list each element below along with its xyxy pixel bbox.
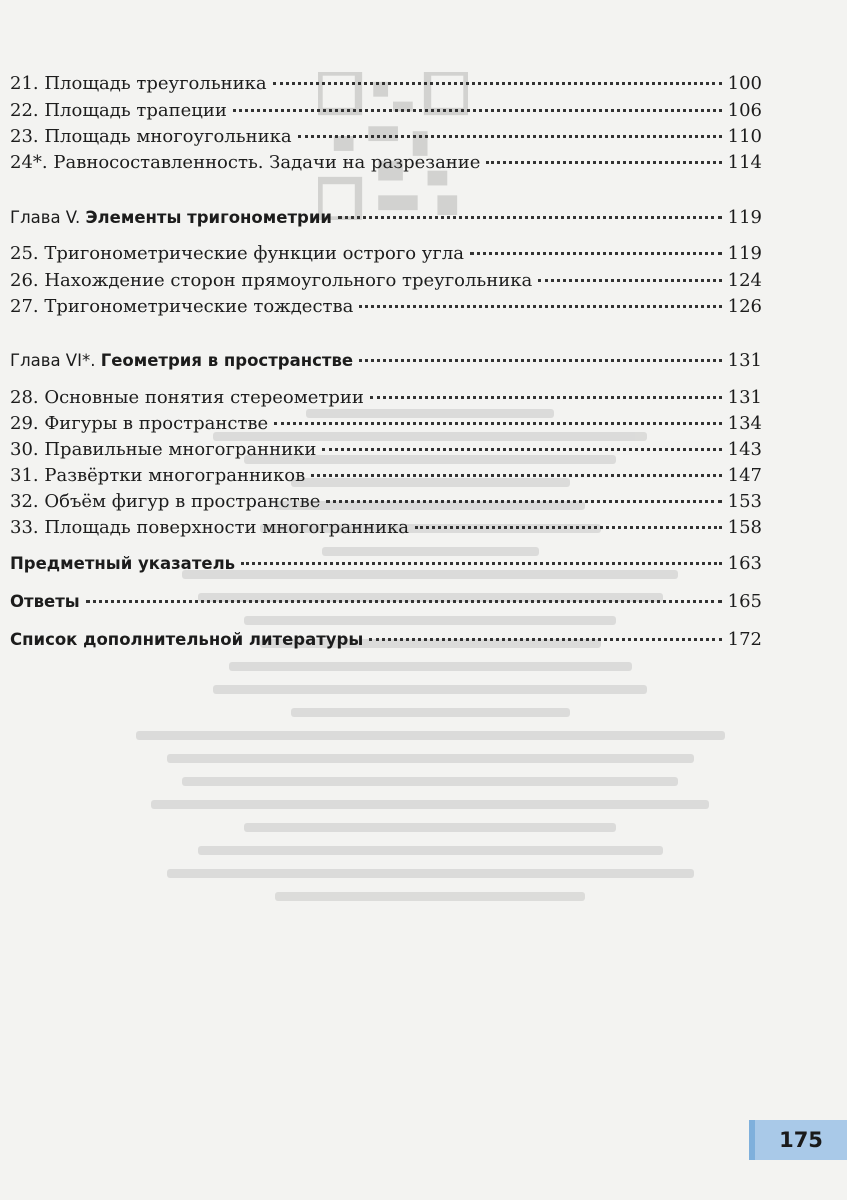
toc-entry-page: 163 xyxy=(727,553,762,574)
toc-entry-title: 22. Площадь трапеции xyxy=(10,100,227,121)
toc-entry xyxy=(10,490,762,514)
dot-leader xyxy=(311,474,721,477)
dot-leader xyxy=(298,135,722,138)
toc-entry-page: 134 xyxy=(727,413,762,434)
toc-entry-page: 119 xyxy=(727,207,762,228)
chapter-title xyxy=(10,206,332,230)
toc-entry xyxy=(10,99,762,123)
dot-leader xyxy=(370,396,722,399)
toc-entry-page: 143 xyxy=(727,439,762,460)
toc-entry-page: 100 xyxy=(727,73,762,94)
toc-chapter-heading xyxy=(10,206,762,230)
toc-entry-title: 31. Развёртки многогранников xyxy=(10,465,306,486)
chapter-name: Элементы тригонометрии xyxy=(85,208,332,227)
chapter-prefix: Глава VI*. xyxy=(10,351,101,370)
toc-entry-page: 110 xyxy=(727,126,762,147)
dot-leader xyxy=(241,562,722,565)
dot-leader xyxy=(538,279,721,282)
toc-entry-title: 33. Площадь поверхности многогранника xyxy=(10,517,410,538)
dot-leader xyxy=(359,305,721,308)
toc-entry xyxy=(10,295,762,319)
toc-entry-title: 23. Площадь многоугольника xyxy=(10,126,292,147)
section-title: Список дополнительной литературы xyxy=(10,630,364,649)
toc-entry xyxy=(10,386,762,410)
dot-leader xyxy=(233,109,722,112)
toc-entry-page: 158 xyxy=(727,517,762,538)
toc-entry-title: 27. Тригонометрические тождества xyxy=(10,296,354,317)
toc-entry xyxy=(10,516,762,540)
chapter-prefix: Глава V. xyxy=(10,208,86,227)
toc-entry-title: 24*. Равносоставленность. Задачи на разрезание xyxy=(10,152,481,173)
toc-entry xyxy=(10,412,762,436)
chapter-title xyxy=(10,349,353,373)
toc-entry-page: 114 xyxy=(727,152,762,173)
toc-entry-title: 30. Правильные многогранники xyxy=(10,439,317,460)
toc-entry-page: 165 xyxy=(727,591,762,612)
toc-entry-page: 119 xyxy=(727,243,762,264)
toc-entry-page: 131 xyxy=(727,350,762,371)
toc-entry xyxy=(10,125,762,149)
dot-leader xyxy=(486,161,721,164)
toc-entry xyxy=(10,269,762,293)
toc-entry-page: 153 xyxy=(727,491,762,512)
dot-leader xyxy=(338,216,722,219)
page-number: 175 xyxy=(779,1128,823,1152)
toc-entry-title: 25. Тригонометрические функции острого угла xyxy=(10,243,464,264)
dot-leader xyxy=(415,526,722,529)
dot-leader xyxy=(470,252,722,255)
toc-entry xyxy=(10,151,762,175)
toc-section-index xyxy=(10,552,762,576)
toc-entry-title: 29. Фигуры в пространстве xyxy=(10,413,269,434)
toc-entry-title: 21. Площадь треугольника xyxy=(10,73,267,94)
toc-chapter-heading xyxy=(10,349,762,373)
dot-leader xyxy=(369,638,721,641)
section-title: Предметный указатель xyxy=(10,554,236,573)
toc-entry-title: 26. Нахождение сторон прямоугольного треугольника xyxy=(10,270,533,291)
toc-entry xyxy=(10,438,762,462)
toc-section-answers xyxy=(10,590,762,614)
dot-leader xyxy=(274,422,721,425)
section-title: Ответы xyxy=(10,592,80,611)
toc-entry-title: 28. Основные понятия стереометрии xyxy=(10,387,364,408)
toc-entry-page: 131 xyxy=(727,387,762,408)
toc-section-literature xyxy=(10,628,762,652)
toc-entry xyxy=(10,242,762,266)
dot-leader xyxy=(326,500,721,503)
toc-entry-page: 147 xyxy=(727,465,762,486)
toc-entry xyxy=(10,72,762,96)
toc-entry-page: 124 xyxy=(727,270,762,291)
dot-leader xyxy=(359,359,722,362)
toc-entry xyxy=(10,464,762,488)
chapter-name: Геометрия в пространстве xyxy=(100,351,354,370)
toc-entry-title: 32. Объём фигур в пространстве xyxy=(10,491,321,512)
dot-leader xyxy=(86,600,722,603)
toc-entry-page: 172 xyxy=(727,629,762,650)
toc-entry-page: 106 xyxy=(727,100,762,121)
dot-leader xyxy=(322,448,721,451)
page-number-badge xyxy=(749,1120,847,1160)
toc-entry-page: 126 xyxy=(727,296,762,317)
dot-leader xyxy=(273,82,722,85)
